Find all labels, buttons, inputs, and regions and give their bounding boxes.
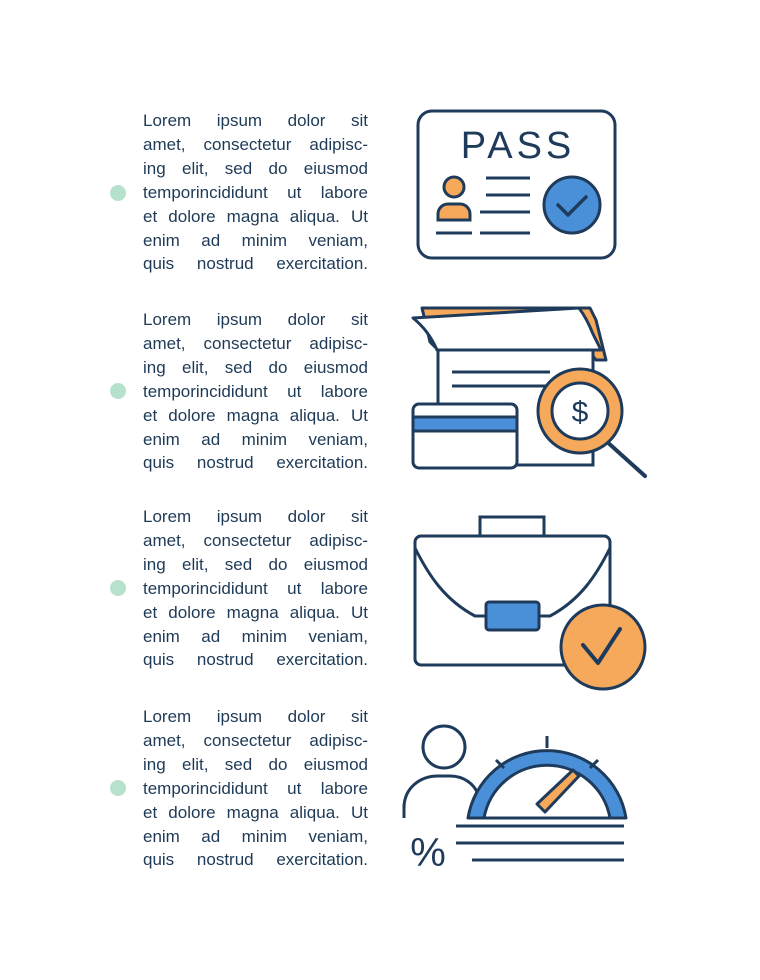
- text-line: enim ad minim veniam,: [143, 230, 368, 250]
- text-line: temporincididunt ut labore: [143, 778, 368, 798]
- pass-card-icon: [400, 100, 660, 280]
- text-line: amet, consectetur adipisc-: [143, 730, 368, 750]
- text-line: ing elit, sed do eiusmod: [143, 554, 368, 574]
- text-line: enim ad minim veniam,: [143, 626, 368, 646]
- text-line: Lorem ipsum dolor sit: [143, 507, 368, 526]
- text-line: enim ad minim veniam,: [143, 826, 368, 846]
- text-line: Lorem ipsum dolor sit: [143, 310, 368, 329]
- text-line: ing elit, sed do eiusmod: [143, 357, 368, 377]
- text-line: ing elit, sed do eiusmod: [143, 754, 368, 774]
- text-line: amet, consectetur adipisc-: [143, 134, 368, 154]
- section-paragraph: [143, 308, 368, 475]
- text-line: et dolore magna aliqua. Ut: [143, 206, 368, 226]
- bullet-dot: [110, 185, 126, 201]
- financial-audit-icon: [400, 300, 660, 480]
- text-line: Lorem ipsum dolor sit: [143, 707, 368, 726]
- section-paragraph: [143, 705, 368, 872]
- credit-score-gauge-icon: [400, 700, 660, 880]
- text-line: temporincididunt ut labore: [143, 578, 368, 598]
- dollar-sign: $: [571, 396, 589, 429]
- text-line: temporincididunt ut labore: [143, 182, 368, 202]
- text-line: ing elit, sed do eiusmod: [143, 158, 368, 178]
- bullet-dot: [110, 580, 126, 596]
- text-line: quis nostrud exercitation.: [143, 254, 368, 274]
- text-line: quis nostrud exercitation.: [143, 650, 368, 670]
- text-line: temporincididunt ut labore: [143, 381, 368, 401]
- section-paragraph: [143, 505, 368, 672]
- pass-label: PASS: [460, 125, 576, 167]
- text-line: Lorem ipsum dolor sit: [143, 111, 368, 130]
- text-line: amet, consectetur adipisc-: [143, 530, 368, 550]
- text-line: amet, consectetur adipisc-: [143, 333, 368, 353]
- text-line: et dolore magna aliqua. Ut: [143, 405, 368, 425]
- bullet-dot: [110, 383, 126, 399]
- text-line: enim ad minim veniam,: [143, 429, 368, 449]
- percent-sign: %: [410, 831, 446, 875]
- approved-briefcase-icon: [400, 500, 660, 680]
- text-line: quis nostrud exercitation.: [143, 850, 368, 870]
- text-line: et dolore magna aliqua. Ut: [143, 602, 368, 622]
- text-line: quis nostrud exercitation.: [143, 453, 368, 473]
- text-line: et dolore magna aliqua. Ut: [143, 802, 368, 822]
- bullet-dot: [110, 780, 126, 796]
- section-paragraph: [143, 109, 368, 276]
